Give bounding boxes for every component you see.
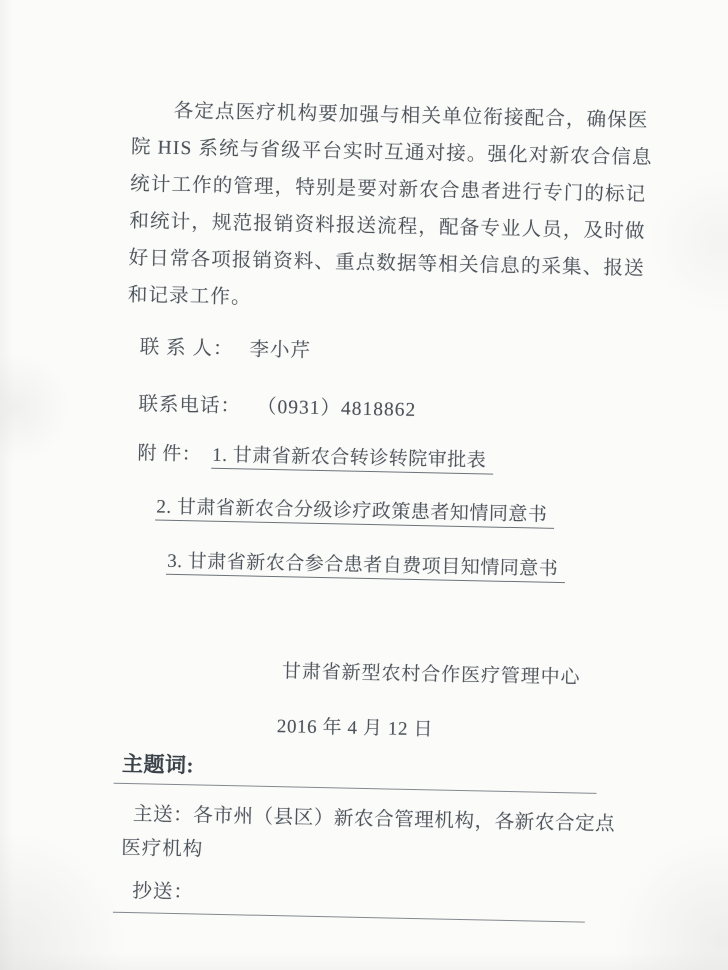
contact-phone-row: [138, 386, 416, 429]
subject-words-label: 主题词:: [121, 751, 195, 778]
horizontal-rule-top: [114, 783, 597, 794]
body-paragraph-line: 好日常各项报销资料、重点数据等相关信息的采集、报送: [128, 247, 645, 280]
issuer-name: 甘肃省新型农村合作医疗管理中心: [281, 661, 581, 689]
contact-person-row: [139, 329, 311, 370]
main-send-line-1: 主送：各市州（县区）新农合管理机构，各新农合定点: [132, 804, 616, 836]
attachment-item-2: 2. 甘肃省新农合分级诊疗政策患者知情同意书: [155, 497, 554, 529]
main-send-line-2: 医疗机构: [121, 837, 204, 861]
contact-phone-label: 联系电话：: [138, 394, 242, 418]
body-paragraph-line: 院 HIS 系统与省级平台实时互通对接。强化对新农合信息: [130, 136, 653, 169]
contact-person-name: 李小芹: [249, 339, 312, 362]
attachment-item-3: 3. 甘肃省新农合参合患者自费项目知情同意书: [166, 551, 565, 583]
body-paragraph-line: 和记录工作。: [127, 284, 252, 309]
body-paragraph-line: 和统计，规范报销资料报送流程，配备专业人员，及时做: [129, 210, 646, 243]
body-paragraph-line: 各定点医疗机构要加强与相关单位衔接配合，确保医: [173, 100, 649, 132]
attachment-item-1: 1. 甘肃省新农合转诊转院审批表: [211, 445, 493, 475]
attachment-item-row: [155, 491, 555, 536]
horizontal-rule-bottom: [113, 912, 585, 923]
body-paragraph-line: 统计工作的管理，特别是要对新农合患者进行专门的标记: [129, 173, 647, 206]
contact-person-label: 联 系 人：: [139, 337, 234, 361]
attachments-label: 附 件：: [137, 443, 202, 466]
copy-send-label: 抄送：: [132, 881, 195, 904]
contact-phone-value: （0931）4818862: [256, 396, 417, 421]
attachment-item-row: [166, 545, 566, 590]
attachments-row: [137, 437, 493, 481]
issue-date: 2016 年 4 月 12 日: [276, 716, 434, 741]
